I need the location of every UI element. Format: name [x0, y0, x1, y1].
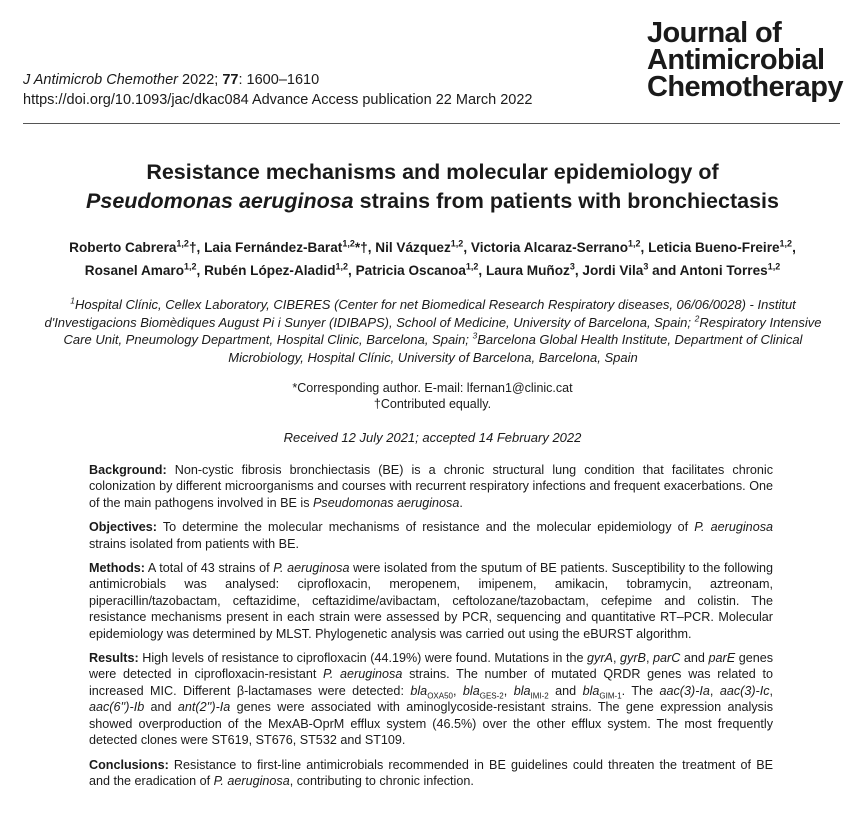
section-text: A total of 43 strains of: [144, 561, 274, 576]
section-label: Results:: [89, 651, 139, 666]
author-name: Rubén López-Aladid: [204, 263, 336, 278]
author-separator: ,: [792, 240, 796, 255]
section-text: ,: [645, 651, 654, 666]
citation-block: [23, 70, 532, 110]
affil-sup: 1: [70, 295, 75, 306]
logo-line: Antimicrobial: [647, 44, 825, 76]
affil-text: Hospital Clínic, Cellex Laboratory, CIBERES (Center for net Biomedical Research Respiratory diseases, 06/06/0028) - Institut d'Investigacions Biomèdiques August Pi i Sunyer (IDIBAPS), School of Medicine, University of Barcelona, Spain;: [44, 297, 796, 330]
author-separator: ,: [640, 240, 649, 255]
gene-subscript: GIM-1: [599, 691, 622, 701]
section-text: High levels of resistance to ciprofloxacin (44.19%) were found. Mutations in the: [138, 651, 588, 666]
title-line-1: Resistance mechanisms and molecular epidemiology of: [146, 160, 719, 184]
author-affil-sup: 1,2: [767, 261, 781, 272]
author-affil-sup: 1,2: [176, 238, 189, 249]
section-text: and: [144, 700, 178, 715]
author-affil-sup: 1,2: [465, 261, 479, 272]
section-text: and: [680, 651, 709, 666]
gene-subscript: IMI-2: [530, 691, 549, 701]
article-title: [0, 158, 865, 216]
abstract-objectives: [89, 519, 773, 552]
gene-name: aac(3)-Ic: [719, 683, 770, 698]
title-rest: strains from patients with bronchiectasis: [353, 189, 779, 213]
author-separator: ,: [196, 240, 205, 255]
author-name: Victoria Alcaraz-Serrano: [470, 240, 629, 255]
gene-name: parC: [653, 651, 681, 666]
author-name: Patricia Oscanoa: [355, 263, 466, 278]
logo-line: Chemotherapy: [647, 71, 843, 103]
section-text: were isolated from the sputum of BE patients. Susceptibility to the following antimicrobials was analysed: ciprofloxacin, meropenem, imipenem, amikacin, tobramycin, aztreonam, piperacillin/tazobactam, ceftazidime, ceftazidime/avibactam, ceftolozane/tazobactam, cefepime and colistin. The resistance mechanisms present in each strain were assessed by PCR, sequencing and quantitative RT–PCR. Molecular epidemiology was determined by MLST. Phylogenetic analysis was carried out using the eBURST algorithm.: [89, 561, 774, 641]
section-text: and: [548, 683, 583, 698]
section-text: , contributing to chronic infection.: [289, 773, 474, 788]
title-species: Pseudomonas aeruginosa: [86, 189, 354, 213]
author-name: Rosanel Amaro: [84, 263, 185, 278]
journal-logo: [647, 17, 843, 103]
author-separator: and: [648, 263, 680, 278]
affil-text: Respiratory Intensive Care Unit, Pneumology Department, Hospital Clinic, Barcelona, Spain;: [63, 314, 822, 347]
author-name: Antoni Torres: [679, 263, 768, 278]
species-name: Pseudomonas aeruginosa: [313, 495, 460, 510]
author-name: Jordi Vila: [582, 263, 644, 278]
abstract: [89, 462, 773, 797]
author-affil-sup: 1,2: [628, 238, 641, 249]
title-line-2: [0, 187, 865, 216]
section-label: Methods:: [89, 561, 145, 576]
affiliations: [40, 296, 826, 366]
section-text: Non-cystic fibrosis bronchiectasis (BE) is a chronic structural lung condition that facilitates chronic colonization by different microorganisms and courses with recurrent respiratory infections and frequent exacerbations. One of the main pathogens involved in BE is: [89, 463, 773, 510]
gene-name: bla: [582, 683, 600, 698]
author-separator: ,: [574, 263, 583, 278]
author-name: Roberto Cabrera: [69, 240, 177, 255]
section-label: Objectives:: [89, 520, 157, 535]
author-name: Laia Fernández-Barat: [204, 240, 343, 255]
section-text: ,: [452, 683, 463, 698]
section-label: Background:: [89, 463, 167, 477]
author-mark: *†: [354, 240, 368, 255]
gene-name: aac(6'')-Ib: [89, 700, 145, 715]
affil-text: Barcelona Global Health Institute, Department of Clinical Microbiology, Hospital Clínic, University of Barcelona, Barcelona, Spain: [228, 332, 803, 365]
logo-line: Journal of: [647, 17, 782, 49]
section-text: ,: [612, 651, 621, 666]
citation-volume: 77: [222, 72, 239, 88]
gene-name: gyrB: [620, 651, 646, 666]
section-text: strains. The number of mutated QRDR genes was related to increased MIC. Different β-lactamases were detected:: [89, 667, 774, 698]
abstract-results: [89, 650, 773, 748]
author-name: Leticia Bueno-Freire: [648, 240, 780, 255]
corresponding-author: *Corresponding author. E-mail: lfernan1@clinic.cat: [292, 381, 573, 395]
abstract-background: [89, 462, 773, 511]
gene-name: parE: [708, 651, 736, 666]
abstract-conclusions: [89, 757, 773, 790]
gene-name: bla: [513, 683, 531, 698]
author-list: [14, 236, 851, 282]
author-affil-sup: 1,2: [779, 238, 793, 249]
journal-abbrev: J Antimicrob Chemother: [23, 72, 178, 88]
gene-subscript: OXA50: [427, 691, 453, 701]
section-text: . The: [621, 683, 660, 698]
species-name: P. aeruginosa: [273, 561, 350, 576]
author-name: Laura Muñoz: [485, 263, 570, 278]
doi-line[interactable]: https://doi.org/10.1093/jac/dkac084 Advance Access publication 22 March 2022: [23, 92, 533, 108]
section-text: ,: [709, 683, 720, 698]
section-text: Resistance to first-line antimicrobials recommended in BE guidelines could threaten the treatment of BE and the eradication of: [89, 757, 773, 788]
gene-name: ant(2'')-Ia: [177, 700, 231, 715]
gene-name: aac(3)-Ia: [659, 683, 710, 698]
section-text: ,: [769, 683, 774, 698]
received-dates: Received 12 July 2021; accepted 14 February 2022: [283, 430, 582, 445]
correspondence-block: [0, 380, 865, 412]
abstract-methods: [89, 560, 773, 642]
author-affil-sup: 1,2: [184, 261, 197, 272]
author-affil-sup: 1,2: [450, 238, 464, 249]
section-text: To determine the molecular mechanisms of resistance and the molecular epidemiology of: [156, 520, 695, 535]
author-affil-sup: 1,2: [335, 261, 349, 272]
author-affil-sup: 3: [569, 261, 575, 272]
section-text: strains isolated from patients with BE.: [89, 536, 299, 551]
section-text: ,: [503, 683, 514, 698]
author-separator: ,: [348, 263, 356, 278]
author-separator: ,: [367, 240, 376, 255]
affil-sup: 3: [472, 330, 478, 341]
author-name: Nil Vázquez: [375, 240, 451, 255]
section-label: Conclusions:: [89, 757, 169, 772]
citation-year: 2022;: [182, 72, 219, 88]
gene-subscript: GES-2: [479, 691, 504, 701]
affil-sup: 2: [694, 313, 700, 324]
citation-line: [23, 70, 532, 90]
species-name: P. aeruginosa: [323, 667, 403, 682]
author-mark: †: [188, 240, 197, 255]
gene-name: gyrA: [587, 651, 613, 666]
author-separator: ,: [196, 263, 205, 278]
section-text: genes were detected in ciprofloxacin-resistant: [89, 651, 774, 682]
author-separator: ,: [478, 263, 486, 278]
header-divider: [23, 123, 840, 124]
citation-pages: : 1600–1610: [238, 72, 320, 88]
contributed-note: †Contributed equally.: [373, 397, 492, 411]
author-affil-sup: 3: [643, 261, 649, 272]
gene-name: bla: [410, 683, 428, 698]
section-text: genes were associated with aminoglycoside-resistant strains. The gene expression analysis showed overproduction of the MexAB-OprM efflux system (46.5%) over the other efflux system. The most frequently detected clones were ST619, ST676, ST532 and ST109.: [89, 700, 774, 748]
species-name: P. aeruginosa: [694, 520, 773, 535]
section-text: .: [459, 495, 463, 510]
author-affil-sup: 1,2: [342, 238, 355, 249]
author-separator: ,: [463, 240, 471, 255]
gene-name: bla: [462, 683, 480, 698]
species-name: P. aeruginosa: [213, 773, 290, 788]
